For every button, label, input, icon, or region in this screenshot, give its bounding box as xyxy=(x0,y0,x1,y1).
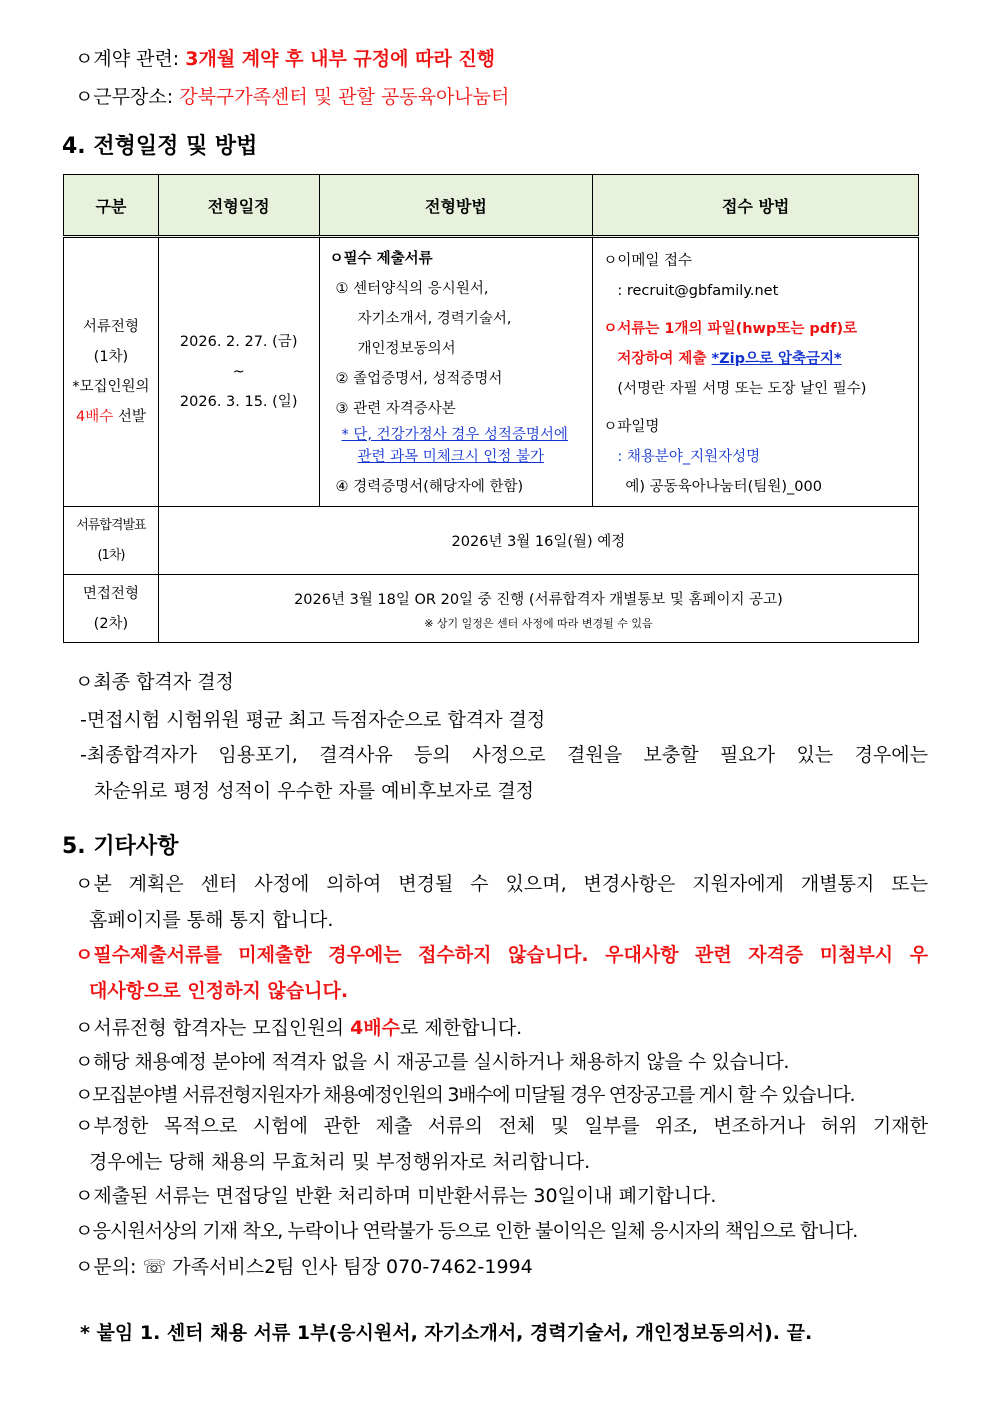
receipt-file-submit: 저장하여 제출 xyxy=(617,351,712,367)
receipt-email-label: ㅇ이메일 접수 xyxy=(603,253,693,269)
attachment-note: * 붙임 1. 센터 채용 서류 1부(응시원서, 자기소개서, 경력기술서, 개인정보동의서). 끝. xyxy=(80,1322,813,1344)
notice-item-6 xyxy=(75,1108,928,1180)
row3-category xyxy=(64,575,159,643)
final-decision-line2 xyxy=(80,737,928,809)
header-receipt: 접수 방법 xyxy=(593,175,919,237)
header-schedule: 전형일정 xyxy=(158,175,319,237)
notice-item-2 xyxy=(75,937,928,1009)
workplace-value: 강북구가족센터 및 관할 공동육아나눔터 xyxy=(179,86,510,108)
receipt-sign-rule: (서명란 자필 서명 또는 도장 날인 필수) xyxy=(617,381,867,397)
notice-item-3-post: 로 제한합니다. xyxy=(400,1017,523,1039)
table-row-announcement xyxy=(64,507,919,575)
row1-quota-tail: 선발 xyxy=(113,409,146,425)
method-note-2: 관련 과목 미체크시 인정 불가 xyxy=(357,449,545,465)
contract-line xyxy=(75,44,495,71)
workplace-line xyxy=(75,82,509,109)
row1-method xyxy=(319,237,593,507)
notice-item-1b: 홈페이지를 통해 통지 합니다. xyxy=(89,909,334,931)
workplace-label: ㅇ근무장소: xyxy=(75,86,180,108)
notice-item-2a: ㅇ필수제출서류를 미제출한 경우에는 접수하지 않습니다. 우대사항 관련 자격증 미첨부시 우 xyxy=(75,944,928,966)
row3-category-line: (2차) xyxy=(93,615,129,632)
notice-item-2b: 대사항으로 인정하지 않습니다. xyxy=(89,980,349,1002)
method-item-4: ④ 경력증명서(해당자에 한함) xyxy=(335,479,524,495)
row1-receipt xyxy=(593,237,919,507)
final-decision-line2a: -최종합격자가 임용포기, 결격사유 등의 사정으로 결원을 보충할 필요가 있는 경우에는 xyxy=(80,744,928,766)
row3-schedule-text: 2026년 3월 18일 OR 20일 중 진행 (서류합격자 개별통보 및 홈페이지 공고) xyxy=(294,591,783,608)
notice-item-3 xyxy=(75,1013,522,1040)
receipt-filename-label: ㅇ파일명 xyxy=(603,419,660,435)
row1-category xyxy=(64,237,159,507)
receipt-file-rule: ㅇ서류는 1개의 파일(hwp또는 pdf)로 xyxy=(603,321,858,337)
header-method: 전형방법 xyxy=(319,175,593,237)
row1-schedule-tilde: ~ xyxy=(232,364,245,380)
method-note-1: * 단, 건강가정사 경우 성적증명서에 xyxy=(341,427,568,443)
table-row-interview xyxy=(64,575,919,643)
header-category: 구분 xyxy=(64,175,159,237)
row1-category-quota xyxy=(64,402,158,432)
contract-value: 3개월 계약 후 내부 규정에 따라 진행 xyxy=(185,48,496,70)
row3-schedule xyxy=(158,575,918,643)
notice-item-5: ㅇ모집분야별 서류전형지원자가 채용예정인원의 3배수에 미달될 경우 연장공고를 게시 할 수 있습니다. xyxy=(75,1084,855,1106)
row1-category-line: 서류전형 xyxy=(82,319,139,335)
contract-label: ㅇ계약 관련: xyxy=(75,48,186,70)
section4-title: 4. 전형일정 및 방법 xyxy=(62,134,258,159)
notice-item-9: ㅇ문의: ☏ 가족서비스2팀 인사 팀장 070-7462-1994 xyxy=(75,1256,533,1278)
notice-item-3-pre: ㅇ서류전형 합격자는 모집인원의 xyxy=(75,1017,351,1039)
row1-schedule-end: 2026. 3. 15. (일) xyxy=(179,394,298,410)
row1-schedule xyxy=(158,237,319,507)
notice-item-4: ㅇ해당 채용예정 분야에 적격자 없을 시 재공고를 실시하거나 채용하지 않을 수 있습니다. xyxy=(75,1051,790,1073)
method-title: ㅇ필수 제출서류 xyxy=(329,251,433,267)
receipt-filename-example: 예) 공동육아나눔터(팀원)_000 xyxy=(625,479,822,495)
final-decision-line2b: 차순위로 평정 성적이 우수한 자를 예비후보자로 결정 xyxy=(94,780,535,802)
row1-category-line: (1차) xyxy=(93,349,129,365)
notice-item-8: ㅇ응시원서상의 기재 착오, 누락이나 연락불가 등으로 인한 불이익은 일체 응시자의 책임으로 합니다. xyxy=(75,1220,858,1242)
final-decision-line1: -면접시험 시험위원 평균 최고 득점자순으로 합격자 결정 xyxy=(80,709,546,731)
method-item-1-cont2: 개인정보동의서 xyxy=(357,341,456,357)
receipt-zip-warning: *Zip으로 압축금지* xyxy=(711,351,842,367)
notice-item-3-red: 4배수 xyxy=(350,1017,401,1039)
row2-schedule: 2026년 3월 16일(월) 예정 xyxy=(158,507,918,575)
row2-category-line: 서류합격발표 xyxy=(76,517,146,533)
notice-item-1a: ㅇ본 계획은 센터 사정에 의하여 변경될 수 있으며, 변경사항은 지원자에게 개별통지 또는 xyxy=(75,873,928,895)
receipt-email: : recruit@gbfamily.net xyxy=(617,283,779,299)
receipt-filename-format: : 채용분야_지원자성명 xyxy=(617,449,761,465)
notice-item-7: ㅇ제출된 서류는 면접당일 반환 처리하며 미반환서류는 30일이내 폐기합니다. xyxy=(75,1185,717,1207)
notice-item-1 xyxy=(75,866,928,938)
row3-schedule-note: ※ 상기 일정은 센터 사정에 따라 변경될 수 있음 xyxy=(424,616,653,630)
method-item-3: ③ 관련 자격증사본 xyxy=(335,401,456,417)
notice-item-6a: ㅇ부정한 목적으로 시험에 관한 제출 서류의 전체 및 일부를 위조, 변조하거나 허위 기재한 xyxy=(75,1115,928,1137)
method-item-1: ① 센터양식의 응시원서, xyxy=(335,281,489,297)
method-item-2: ② 졸업증명서, 성적증명서 xyxy=(335,371,503,387)
receipt-file-rule-cont xyxy=(617,344,918,374)
table-header-row xyxy=(64,175,919,237)
final-decision-title: ㅇ최종 합격자 결정 xyxy=(75,671,234,693)
section5-title: 5. 기타사항 xyxy=(62,834,179,859)
row2-category xyxy=(64,507,159,575)
table-row-document xyxy=(64,237,919,507)
row1-category-line: *모집인원의 xyxy=(72,379,150,395)
row3-category-line: 면접전형 xyxy=(82,585,139,602)
row1-quota-red: 4배수 xyxy=(76,409,114,425)
row1-schedule-start: 2026. 2. 27. (금) xyxy=(179,334,298,350)
schedule-table xyxy=(63,174,919,643)
notice-item-6b: 경우에는 당해 채용의 무효처리 및 부정행위자로 처리합니다. xyxy=(89,1151,591,1173)
row2-category-line: (1차) xyxy=(97,547,125,563)
method-item-1-cont: 자기소개서, 경력기술서, xyxy=(357,311,512,327)
